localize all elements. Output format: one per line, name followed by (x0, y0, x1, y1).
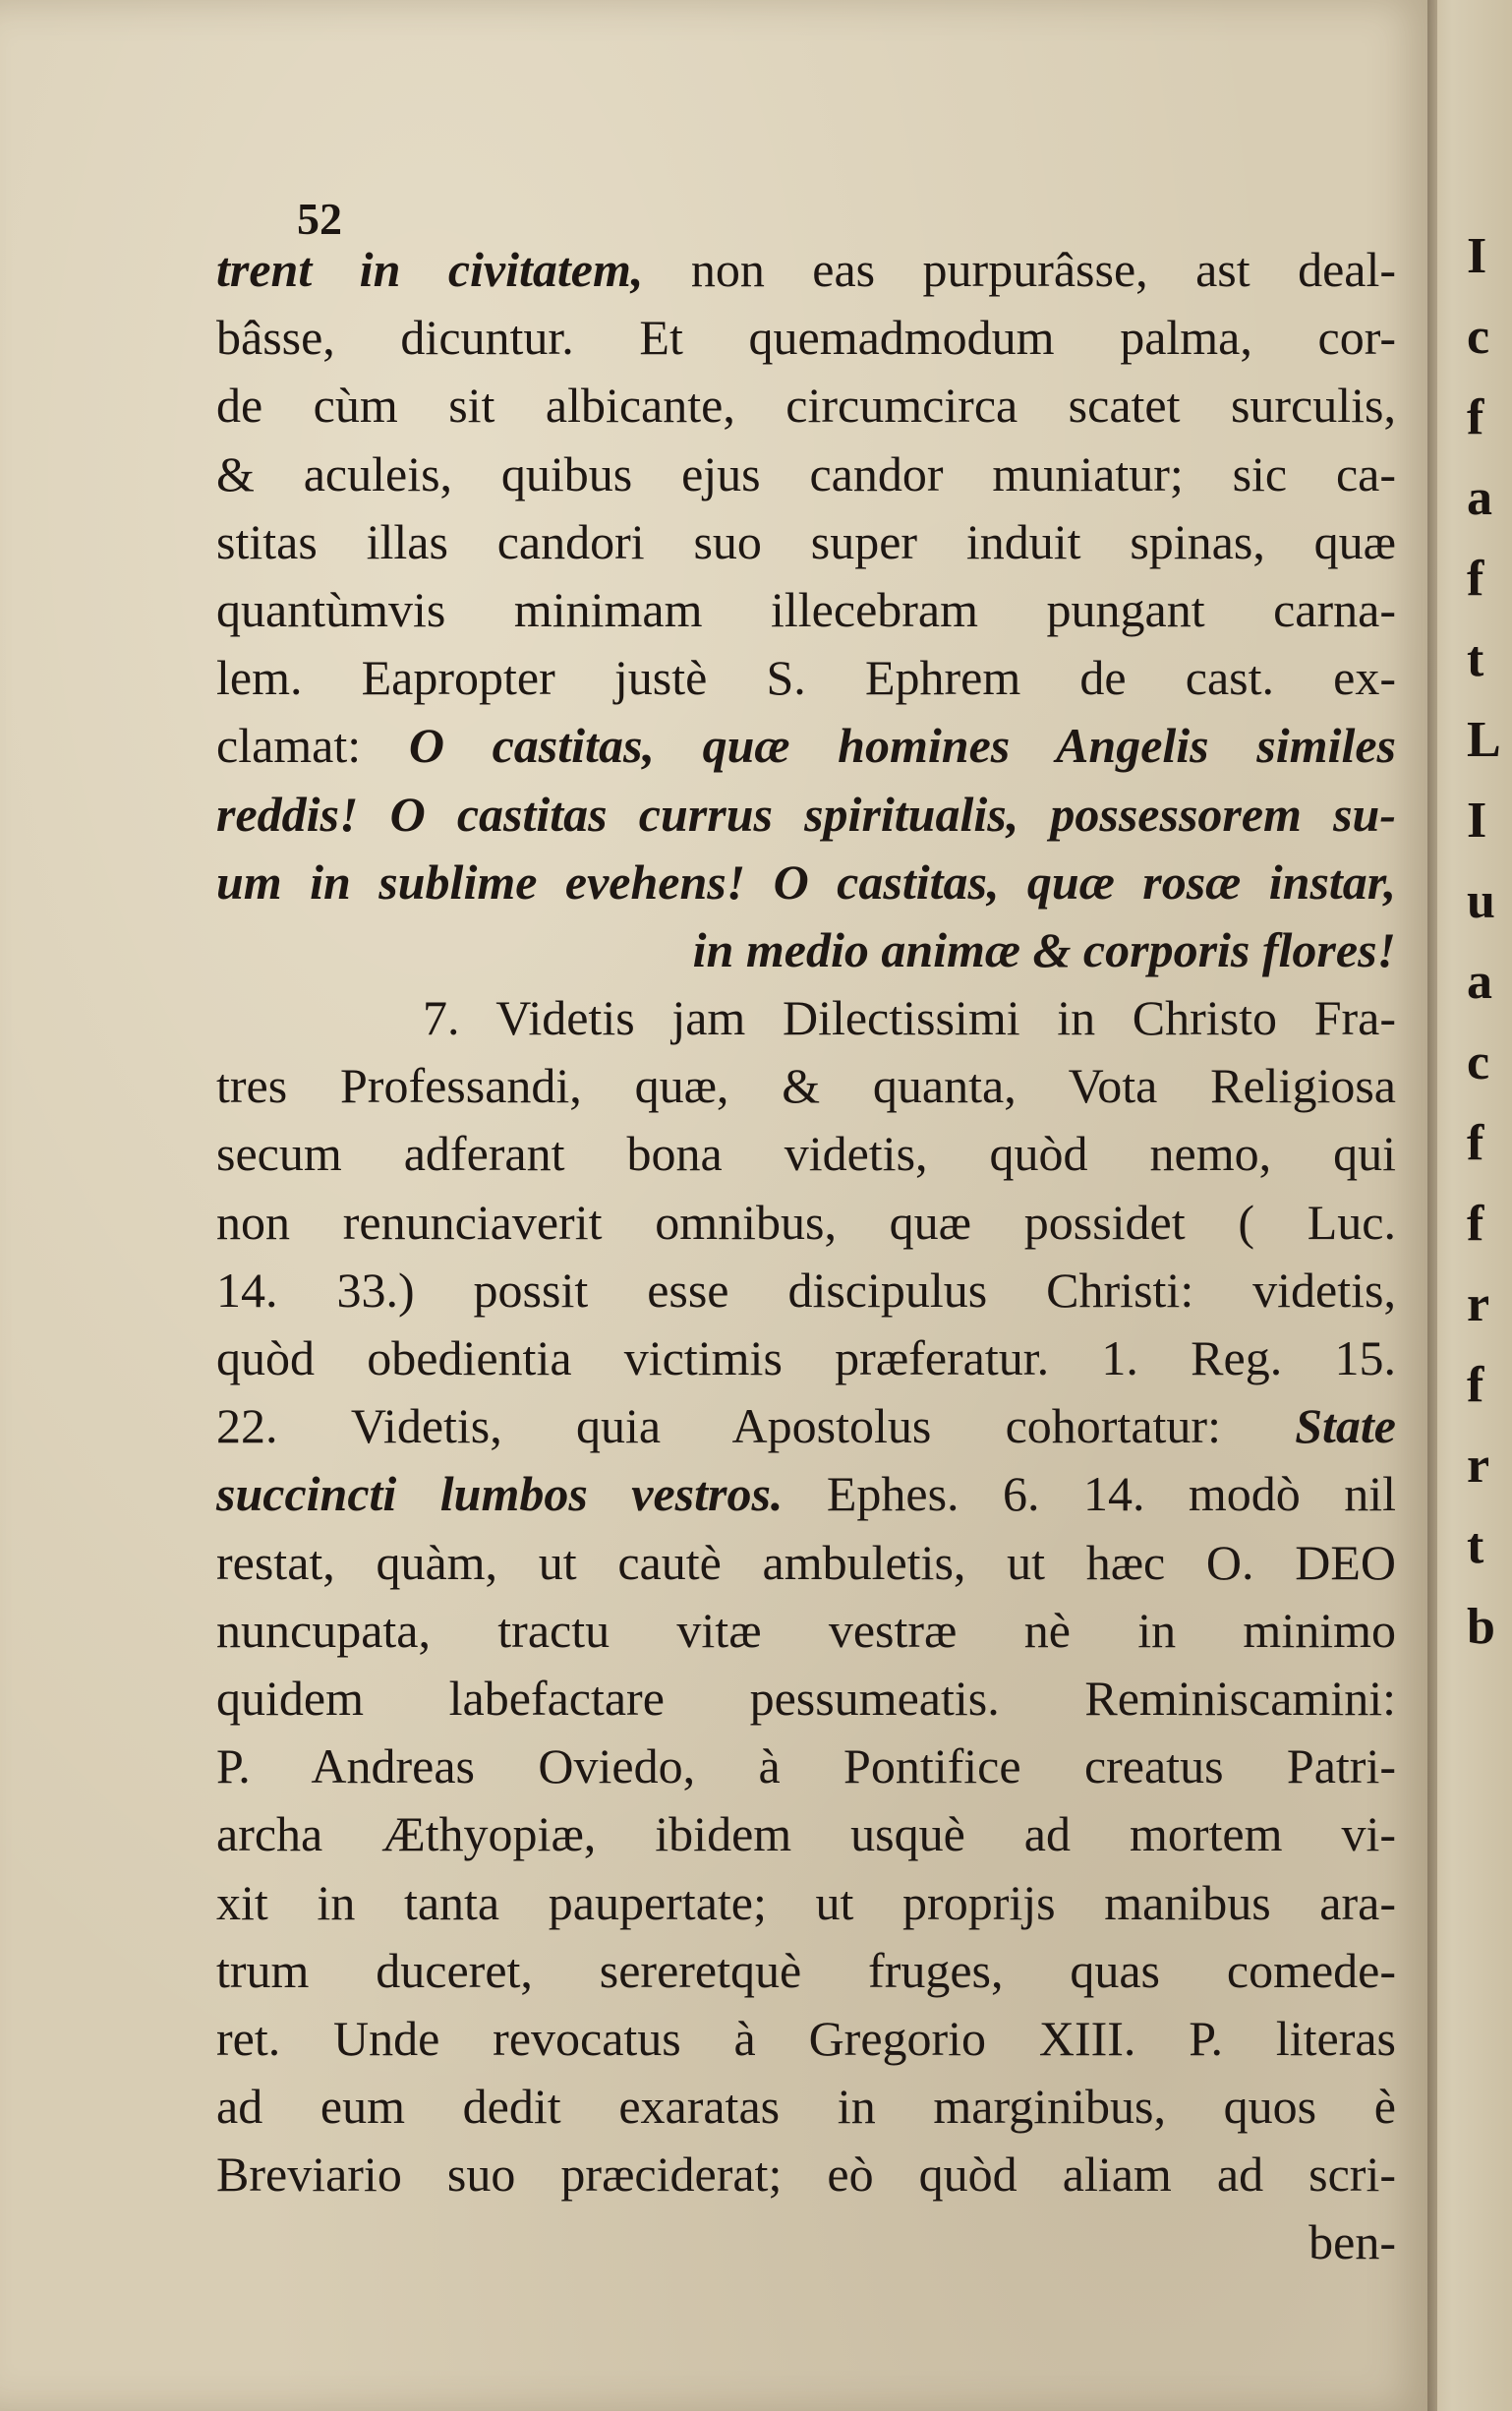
text-run: archa Æthyopiæ, ibidem usquè ad mortem vi- (216, 1806, 1396, 1862)
text-line (216, 2005, 1396, 2073)
text-line (216, 849, 1396, 916)
text-run: non eas purpurâsse, ast deal- (643, 242, 1396, 297)
body-text (216, 236, 1396, 2277)
text-line (216, 2208, 1396, 2276)
text-run: xit in tanta paupertate; ut proprijs manibus ara- (216, 1874, 1396, 1930)
text-line (216, 1392, 1396, 1460)
text-line (216, 1052, 1396, 1120)
text-run: Breviario suo præciderat; eò quòd aliam ad scri- (216, 2146, 1396, 2203)
text-line (216, 1869, 1396, 1937)
text-run: 14. 33.) possit esse discipulus Christi: videtis, (216, 1262, 1396, 1318)
facing-page-letter: u (1467, 873, 1495, 929)
text-line (216, 712, 1396, 780)
text-line (216, 1665, 1396, 1733)
text-line (216, 1324, 1396, 1392)
text-line (216, 1460, 1396, 1528)
text-run: P. Andreas Oviedo, à Pontifice creatus Patri- (216, 1738, 1396, 1794)
text-run: ad eum dedit exaratas in marginibus, quos è (216, 2079, 1396, 2135)
facing-page-letter: t (1467, 1518, 1484, 1574)
text-line (216, 1257, 1396, 1324)
text-line (216, 1529, 1396, 1597)
facing-page-letter: a (1467, 470, 1492, 526)
text-run: non renunciaverit omnibus, quæ possidet ( Luc. (216, 1194, 1396, 1250)
italic-text-run: um in sublime evehens! O castitas, quæ rosæ instar, (216, 853, 1396, 910)
facing-page-letter: f (1467, 1357, 1484, 1413)
text-run: de cùm sit albicante, circumcirca scatet surculis, (216, 378, 1396, 434)
facing-page-letter: f (1467, 389, 1484, 445)
text-run: lem. Eapropter justè S. Ephrem de cast. ex- (216, 650, 1396, 706)
facing-page-letter: I (1467, 793, 1487, 849)
text-run: ben- (1308, 2214, 1396, 2270)
text-line (216, 441, 1396, 508)
text-run: bâsse, dicuntur. Et quemadmodum palma, cor- (216, 310, 1396, 366)
text-line (216, 1120, 1396, 1188)
facing-page-letter: t (1467, 631, 1484, 687)
italic-text-run: State (1295, 1398, 1396, 1454)
facing-page-letter: L (1467, 712, 1501, 768)
page-number: 52 (297, 194, 342, 244)
text-run: secum adferant bona videtis, quòd nemo, qui (216, 1126, 1396, 1182)
italic-text-run: in medio animæ & corporis flores! (692, 921, 1396, 977)
facing-page-letter: b (1467, 1599, 1495, 1655)
text-run: quòd obedientia victimis præferatur. 1. Reg. 15. (216, 1330, 1396, 1385)
text-run: trum duceret, sereretquè fruges, quas comede- (216, 1942, 1396, 1998)
text-run: 7. Videtis jam Dilectissimi in Christo Fra- (423, 990, 1396, 1046)
text-line (216, 2073, 1396, 2141)
text-line (216, 1189, 1396, 1257)
facing-page-letter: f (1467, 1115, 1484, 1171)
facing-page-letters (1467, 216, 1501, 1668)
text-run: ret. Unde revocatus à Gregorio XIII. P. literas (216, 2010, 1396, 2066)
text-run: stitas illas candori suo super induit spinas, quæ (216, 513, 1396, 569)
text-line (216, 304, 1396, 372)
text-run: 22. Videtis, quia Apostolus cohortatur: (216, 1398, 1296, 1454)
facing-page-letter: c (1467, 1034, 1490, 1090)
text-line (216, 236, 1396, 304)
italic-text-run: reddis! O castitas currus spiritualis, possessorem su- (216, 786, 1396, 842)
facing-page-letter: c (1467, 309, 1490, 365)
facing-page-letter: a (1467, 954, 1492, 1010)
text-run: quantùmvis minimam illecebram pungant carna- (216, 581, 1396, 637)
facing-page-letter: r (1467, 1276, 1490, 1332)
facing-page-letter: r (1467, 1438, 1490, 1494)
text-line (216, 1733, 1396, 1800)
text-run: & aculeis, quibus ejus candor muniatur; sic ca- (216, 445, 1396, 501)
text-run: Ephes. 6. 14. modò nil (783, 1466, 1396, 1522)
text-run: quidem labefactare pessumeatis. Reminiscamini: (216, 1670, 1396, 1726)
text-run: tres Professandi, quæ, & quanta, Vota Religiosa (216, 1058, 1396, 1114)
text-line (216, 508, 1396, 576)
text-run: restat, quàm, ut cautè ambuletis, ut hæc O. DEO (216, 1534, 1396, 1590)
facing-page-letter: f (1467, 551, 1484, 607)
text-run: clamat: (216, 718, 409, 774)
text-line (216, 372, 1396, 440)
text-run: nuncupata, tractu vitæ vestræ nè in minimo (216, 1602, 1396, 1658)
facing-page-letter: I (1467, 228, 1487, 284)
italic-text-run: trent in civitatem, (216, 242, 644, 297)
text-line (216, 644, 1396, 712)
text-line (216, 1800, 1396, 1868)
text-line (216, 2141, 1396, 2208)
text-line (216, 1597, 1396, 1665)
facing-page-edge (1437, 0, 1512, 2411)
text-line (216, 781, 1396, 849)
italic-text-run: O castitas, quæ homines Angelis similes (408, 718, 1396, 774)
text-line (216, 1937, 1396, 2005)
facing-page-letter: f (1467, 1196, 1484, 1252)
text-line (216, 916, 1396, 984)
text-line (216, 576, 1396, 644)
italic-text-run: succincti lumbos vestros. (216, 1466, 784, 1522)
text-line (216, 984, 1396, 1052)
